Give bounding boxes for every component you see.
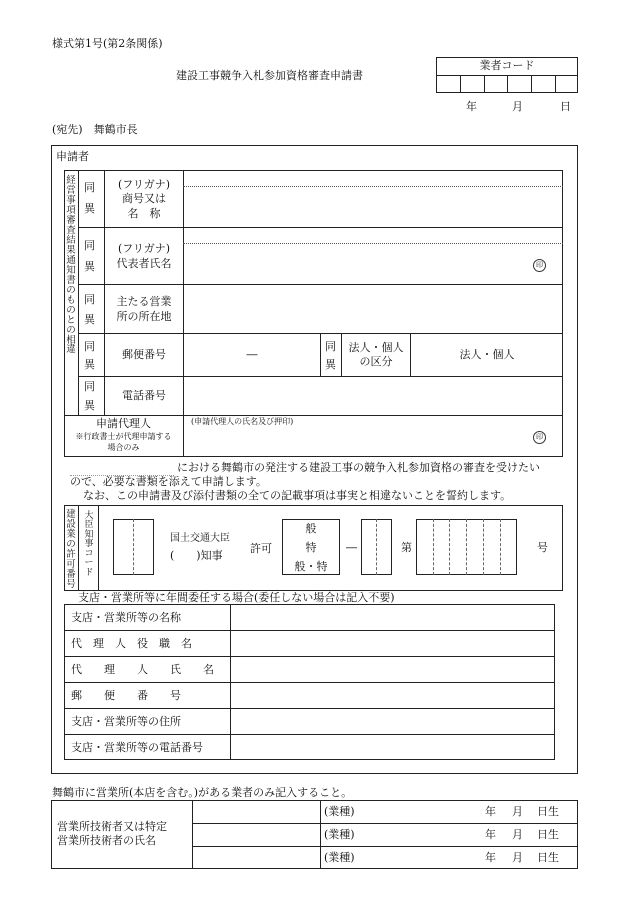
kana-label: (フリガナ) [117, 242, 171, 255]
seal-mark: 印 [533, 431, 546, 444]
head-office-label-2: 所の所在地 [116, 310, 172, 323]
birth-month: 月 [512, 851, 523, 864]
company-name-input[interactable] [185, 188, 561, 226]
corp-type-label-2: の区分 [359, 355, 393, 368]
birth-day: 日生 [537, 851, 559, 864]
representative-label: 代表者氏名 [116, 257, 172, 270]
address-input[interactable] [185, 286, 561, 332]
technician-note: 舞鶴市に営業所(本店を含む。)がある業者のみ記入すること。 [52, 786, 353, 799]
agent-name-input[interactable] [232, 657, 554, 681]
agent-title-label: 代 理 人 役 職 名 [71, 637, 192, 650]
birth-day: 日生 [537, 828, 559, 841]
industry-label: (業種) [324, 851, 355, 864]
agent-label: 申請代理人 [96, 417, 151, 430]
technician-label-2: 営業所技術者の氏名 [57, 834, 156, 847]
branch-postal-input[interactable] [232, 683, 554, 707]
kana-label: (フリガナ) [117, 178, 171, 191]
corp-type-value[interactable]: 法人・個人 [459, 348, 515, 361]
license-type-special: 特 [305, 541, 317, 554]
agent-note-2: 場合のみ [107, 443, 140, 452]
company-name-label-2: 名 称 [127, 207, 161, 220]
diff-label: 異 [84, 313, 95, 326]
representative-input[interactable] [185, 245, 525, 283]
declaration-line-1: における舞鶴市の発注する建設工事の競争入札参加資格の審査を受けたい [177, 461, 540, 474]
technician-label: 営業所技術者又は特定 [57, 820, 167, 833]
seal-mark: 印 [533, 259, 546, 272]
governor-label: ( )知事 [170, 549, 223, 562]
agent-input[interactable] [185, 430, 525, 456]
agent-note: ※行政書士が代理申請する [75, 432, 172, 441]
same-label: 同 [84, 181, 95, 194]
postal-code-label: 郵便番号 [122, 348, 166, 361]
same-label: 同 [84, 293, 95, 306]
date-month: 月 [512, 100, 523, 113]
license-side-label: 建設業の許可番号 [66, 509, 76, 590]
birth-year: 年 [485, 851, 496, 864]
same-label: 同 [325, 340, 336, 353]
diff-label: 異 [84, 260, 95, 273]
phone-label: 電話番号 [122, 389, 166, 402]
postal-code-dash: ― [246, 348, 258, 361]
addressee: (宛先) 舞鶴市長 [52, 123, 138, 136]
technician-name-input[interactable] [194, 801, 319, 822]
permit-label: 許可 [250, 542, 272, 555]
agent-name-label: 代 理 人 氏 名 [71, 663, 214, 676]
page-title: 建設工事競争入札参加資格審査申請書 [176, 69, 363, 82]
license-type-general: 般 [305, 522, 317, 535]
diff-label: 異 [84, 202, 95, 215]
declaration-line-2: ので、必要な書類を添えて申請します。 [70, 475, 267, 488]
diff-label: 異 [84, 399, 95, 412]
declaration-date-input[interactable] [70, 459, 174, 476]
corp-type-label: 法人・個人 [348, 341, 404, 354]
industry-label: (業種) [324, 828, 355, 841]
same-label: 同 [84, 239, 95, 252]
phone-input[interactable] [185, 378, 561, 414]
date-day: 日 [560, 100, 571, 113]
branch-phone-input[interactable] [232, 735, 554, 759]
branch-phone-label: 支店・営業所等の電話番号 [71, 741, 203, 754]
branch-name-label: 支店・営業所等の名称 [71, 611, 181, 624]
same-label: 同 [84, 340, 95, 353]
technician-name-input[interactable] [194, 847, 319, 868]
dai-label: 第 [401, 541, 412, 554]
declaration-line-3: なお、この申請書及び添付書類の全ての記載事項は事実と相違ないことを誓約します。 [83, 489, 512, 502]
difference-side-label: 経営事項審査結果通知書のものとの相違 [66, 175, 76, 356]
date-year: 年 [466, 100, 477, 113]
license-type-both: 般・特 [294, 560, 328, 573]
agent-title-input[interactable] [232, 631, 554, 655]
license-dash: ― [346, 541, 357, 554]
applicant-label: 申請者 [56, 150, 89, 163]
same-label: 同 [84, 380, 95, 393]
birth-month: 月 [512, 805, 523, 818]
birth-day: 日生 [537, 805, 559, 818]
go-label: 号 [537, 541, 548, 554]
minister-governor-code-label: 大臣知事コード [84, 511, 94, 578]
branch-address-input[interactable] [232, 709, 554, 733]
company-name-label: 商号又は [122, 192, 166, 205]
vendor-code-input[interactable] [437, 76, 577, 92]
industry-label: (業種) [324, 805, 355, 818]
agent-hint: (申請代理人の氏名及び押印) [191, 417, 294, 426]
birth-year: 年 [485, 828, 496, 841]
branch-address-label: 支店・営業所等の住所 [71, 715, 181, 728]
branch-postal-label: 郵 便 番 号 [71, 689, 181, 702]
birth-year: 年 [485, 805, 496, 818]
head-office-label: 主たる営業 [116, 295, 172, 308]
birth-month: 月 [512, 828, 523, 841]
technician-name-input[interactable] [194, 824, 319, 845]
branch-name-input[interactable] [232, 605, 554, 629]
diff-label: 異 [325, 358, 336, 371]
diff-label: 異 [84, 358, 95, 371]
form-number: 様式第1号(第2条関係) [52, 37, 163, 50]
branch-heading: 支店・営業所等に年間委任する場合(委任しない場合は記入不要) [78, 591, 395, 604]
minister-label: 国土交通大臣 [170, 533, 230, 544]
vendor-code-label: 業者コード [479, 59, 535, 72]
